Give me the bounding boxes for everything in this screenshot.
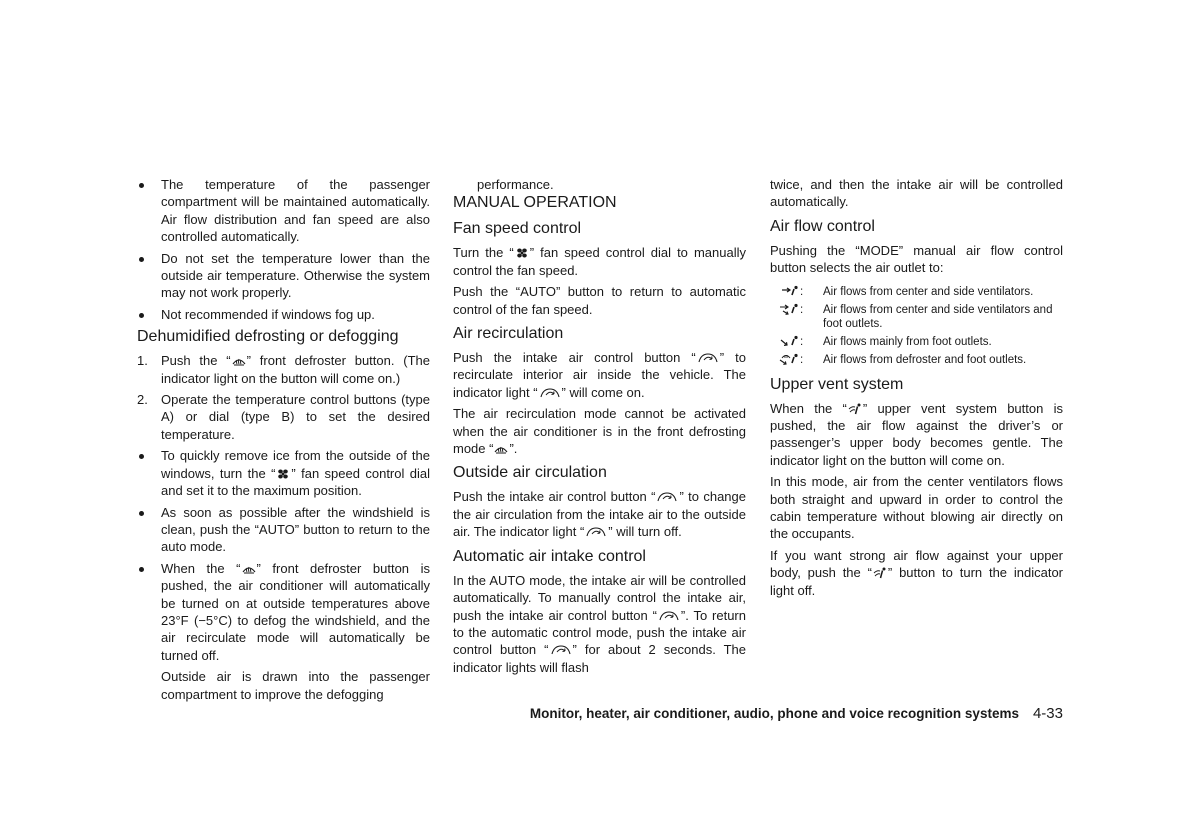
paragraph: [453, 405, 746, 457]
subheading-upper-vent: Upper vent system: [770, 375, 904, 393]
list-item: [770, 303, 1063, 331]
colon: :: [800, 353, 804, 366]
front-defroster-icon: [232, 355, 246, 367]
step-number: 1.: [137, 353, 148, 369]
recirculation-icon: [656, 491, 678, 503]
paragraph: [770, 547, 1063, 599]
fan-icon: [515, 247, 529, 259]
recirculation-icon: [550, 644, 572, 656]
subheading-recirculation: Air recirculation: [453, 325, 564, 343]
text: If you want strong air flow against your upper body, push the “: [770, 547, 1063, 581]
list-item: [770, 353, 1063, 367]
text: ” upper vent system button is pushed, the air flow against the driver’s or passenger’s upper body becomes gentle. The indicator light on the button will come on.: [770, 400, 1063, 468]
subheading-air-flow: Air flow control: [770, 217, 875, 235]
recirculation-icon: [585, 526, 607, 538]
colon: :: [800, 303, 804, 316]
vent-face-foot-icon: [774, 303, 800, 315]
bullet-text: ” front defroster button is pushed, the air conditioner will automatically be turned on at outside temperatures above 23°F (−5°C) to defog the windshield, and the air recirculate mode will automatically be turned off.: [161, 560, 430, 663]
paragraph: performance.: [477, 177, 554, 192]
list-item: [770, 335, 1063, 349]
page-number: 4-33: [1032, 705, 1063, 722]
text: Turn the “: [453, 245, 514, 261]
step-text: ” front defroster button. (The indicator light on the button will come on.): [161, 353, 431, 386]
paragraph: [453, 244, 746, 279]
bullet-text: To quickly remove ice from the outside of the windows, turn the “: [161, 448, 430, 481]
paragraph: [453, 349, 746, 401]
recirculation-icon: [658, 610, 680, 622]
bullet-text: Do not set the temperature lower than the outside air temperature. Otherwise the system may not work properly.: [161, 250, 430, 301]
bullet-item: [137, 176, 430, 246]
flow-text: Air flows mainly from foot outlets.: [823, 335, 992, 348]
bullet-text: As soon as possible after the windshield is clean, push the “AUTO” button to return to the auto mode.: [161, 504, 430, 555]
paragraph: Pushing the “MODE” manual air flow control button selects the air outlet to:: [770, 242, 1063, 276]
bullet-item: [137, 560, 430, 664]
text: ” for about 2 seconds. The indicator lights will flash: [453, 642, 746, 675]
fan-icon: [276, 468, 290, 480]
step-text: Operate the temperature control buttons (type A) or dial (type B) to set the desired temperature.: [161, 392, 430, 442]
upper-vent-icon: [873, 567, 887, 579]
recirculation-icon: [539, 387, 561, 399]
text: ” to change the air circulation from the intake air to the outside air. The indicator light “: [453, 489, 746, 540]
text: Push the intake air control button “: [453, 350, 696, 366]
column-right: [770, 176, 1063, 603]
bullet-text: The temperature of the passenger compartment will be maintained automatically. Air flow distribution and fan speed are also controlled automatically.: [161, 177, 430, 245]
step-item: [137, 391, 430, 443]
page-footer: [0, 705, 1063, 722]
bullet-item: [137, 447, 430, 499]
subheading-outside-air: Outside air circulation: [453, 464, 607, 482]
bullet-text: ” fan speed control dial and set it to the maximum position.: [161, 465, 430, 499]
air-flow-mode-list: [770, 285, 1063, 367]
text: ”. To return to the automatic control mode, push the intake air control button “: [453, 607, 746, 658]
text: ” button to turn the indicator light off.: [770, 565, 1063, 598]
recirculation-icon: [697, 352, 719, 364]
step-number: 2.: [137, 392, 148, 408]
list-item: [770, 285, 1063, 299]
flow-text: Air flows from defroster and foot outlets.: [823, 353, 1027, 366]
subheading-fan-speed: Fan speed control: [453, 220, 582, 238]
subheading-auto-intake: Automatic air intake control: [453, 547, 646, 565]
paragraph: Outside air is drawn into the passenger compartment to improve the defogging: [161, 669, 430, 702]
vent-face-icon: [774, 285, 800, 297]
column-left: [137, 176, 430, 707]
colon: :: [800, 335, 804, 348]
colon: :: [800, 285, 804, 298]
section-heading-manual: MANUAL OPERATION: [453, 194, 617, 212]
paragraph: [770, 400, 1063, 470]
flow-text: Air flows from center and side ventilators.: [823, 285, 1034, 298]
paragraph: twice, and then the intake air will be controlled automatically.: [770, 177, 1063, 210]
vent-defrost-foot-icon: [774, 353, 800, 365]
paragraph: Push the “AUTO” button to return to automatic control of the fan speed.: [453, 284, 746, 317]
text: When the “: [770, 400, 847, 416]
text: ”.: [509, 441, 518, 457]
bullet-text: When the “: [161, 560, 241, 576]
flow-text: Air flows from center and side ventilators and foot outlets.: [823, 303, 1053, 330]
paragraph: [453, 488, 746, 540]
bullet-item: [137, 504, 430, 556]
text: In the AUTO mode, the intake air will be controlled automatically. To manually control the intake air, push the intake air control button “: [453, 572, 746, 623]
bullet-item: [137, 306, 430, 323]
front-defroster-icon: [494, 443, 508, 455]
footer-section-title: Monitor, heater, air conditioner, audio, phone and voice recognition systems: [529, 706, 1019, 721]
paragraph: In this mode, air from the center ventilators flows both straight and upward in order to control the cabin temperature without blowing air directly on the occupants.: [770, 474, 1063, 542]
section-heading-defrost: Dehumidified defrosting or defogging: [137, 328, 399, 346]
step-item: [137, 352, 430, 387]
vent-foot-icon: [774, 335, 800, 347]
text: ” fan speed control dial to manually control the fan speed.: [453, 245, 746, 278]
paragraph: [453, 572, 746, 676]
column-middle: [453, 176, 746, 680]
text: ” will come on.: [561, 384, 645, 400]
upper-vent-icon: [848, 403, 862, 415]
bullet-text: Not recommended if windows fog up.: [161, 306, 375, 322]
text: ” to recirculate interior air inside the vehicle. The indicator light “: [453, 350, 746, 400]
bullet-item: [137, 250, 430, 302]
text: Push the intake air control button “: [453, 489, 656, 505]
text: ” will turn off.: [608, 524, 682, 540]
step-text: Push the “: [161, 353, 231, 369]
front-defroster-icon: [242, 563, 256, 575]
text: The air recirculation mode cannot be activated when the air conditioner is in the front defrosting mode “: [453, 406, 746, 457]
